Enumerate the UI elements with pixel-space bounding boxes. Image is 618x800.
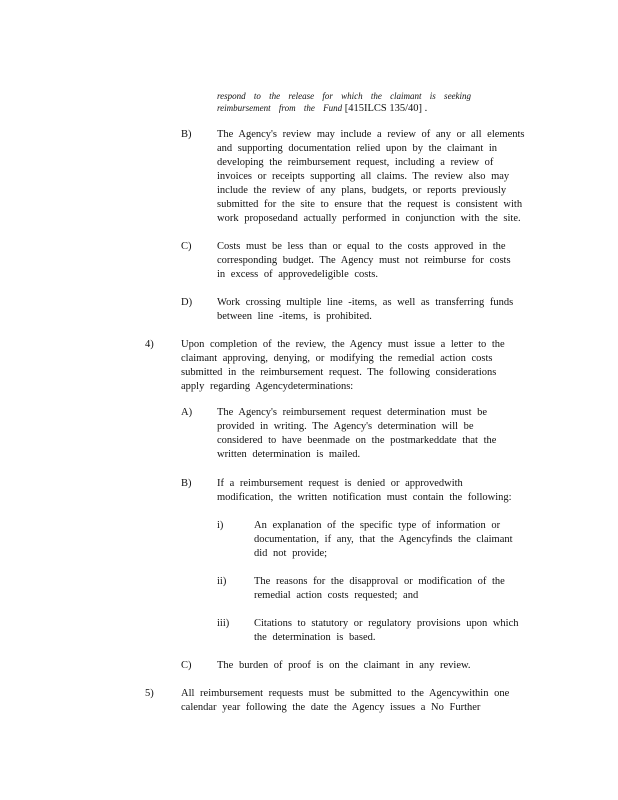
item-4b-iii-label: iii) <box>217 618 230 629</box>
item-4-label: 4) <box>145 339 154 350</box>
item-3d-label: D) <box>181 297 193 308</box>
item-3c-line: Costs must be less than or equal to the costs approved in the <box>217 241 506 252</box>
statute-citation: [415ILCS 135/40] <box>344 103 422 114</box>
continuation-period: . <box>424 103 428 114</box>
item-3c-line: corresponding budget. The Agency must not reimburse for costs <box>217 255 511 266</box>
item-4b-ii-line: The reasons for the disapproval or modification of the <box>254 576 505 587</box>
item-3b-label: B) <box>181 129 192 140</box>
item-3b-line: invoices or receipts supporting all claims. The review also may <box>217 171 510 182</box>
item-3b-line: submitted for the site to ensure that the request is consistent with <box>217 199 523 210</box>
item-3b-line: The Agency's review may include a review of any or all elements <box>217 129 525 140</box>
item-5-label: 5) <box>145 688 154 699</box>
item-4b-line: modification, the written notification must contain the following: <box>217 492 512 503</box>
item-4b-iii-line: Citations to statutory or regulatory provisions upon which <box>254 618 519 629</box>
item-4b-label: B) <box>181 478 192 489</box>
item-4b-ii-label: ii) <box>217 576 227 587</box>
item-3d-line: between line -items, is prohibited. <box>217 311 372 322</box>
item-3c-label: C) <box>181 241 192 252</box>
continuation-line-2-italic: reimbursement from the Fund <box>217 103 343 113</box>
item-4b-i-line: did not provide; <box>254 548 328 559</box>
item-4c-label: C) <box>181 660 192 671</box>
item-4-line: Upon completion of the review, the Agency must issue a letter to the <box>181 339 505 350</box>
continuation-line-1: respond to the release for which the claimant is seeking <box>217 91 472 101</box>
item-3b-line: include the review of any plans, budgets, or reports previously <box>217 185 507 196</box>
item-4b-i-line: An explanation of the specific type of information or <box>254 520 501 531</box>
item-4b-line: If a reimbursement request is denied or approvedwith <box>217 478 463 489</box>
item-4b-ii-line: remedial action costs requested; and <box>254 590 419 601</box>
item-4a-line: The Agency's reimbursement request determination must be <box>217 407 488 418</box>
item-3b-line: developing the reimbursement request, including a review of <box>217 157 494 168</box>
item-4b-i-line: documentation, if any, that the Agencyfinds the claimant <box>254 534 513 545</box>
item-3b-line: and supporting documentation relied upon by the claimant in <box>217 143 498 154</box>
item-5-line: calendar year following the date the Agency issues a No Further <box>181 702 481 713</box>
item-4a-line: considered to have beenmade on the postmarkeddate that the <box>217 435 497 446</box>
item-4-line: claimant approving, denying, or modifying the remedial action costs <box>181 353 493 364</box>
item-4b-iii-line: the determination is based. <box>254 632 376 643</box>
continuation-line-2 <box>217 101 427 116</box>
item-4a-line: provided in writing. The Agency's determination will be <box>217 421 474 432</box>
item-4-line: apply regarding Agencydeterminations: <box>181 381 354 392</box>
item-4c-line: The burden of proof is on the claimant in any review. <box>217 660 471 671</box>
item-5-line: All reimbursement requests must be submitted to the Agencywithin one <box>181 688 510 699</box>
item-4a-label: A) <box>181 407 193 418</box>
item-3c-line: in excess of approvedeligible costs. <box>217 269 378 280</box>
item-3b-line: work proposedand actually performed in conjunction with the site. <box>217 213 521 224</box>
item-3d-line: Work crossing multiple line -items, as well as transferring funds <box>217 297 514 308</box>
item-4a-line: written determination is mailed. <box>217 449 361 460</box>
item-4b-i-label: i) <box>217 520 224 531</box>
item-4-line: submitted in the reimbursement request. The following considerations <box>181 367 497 378</box>
